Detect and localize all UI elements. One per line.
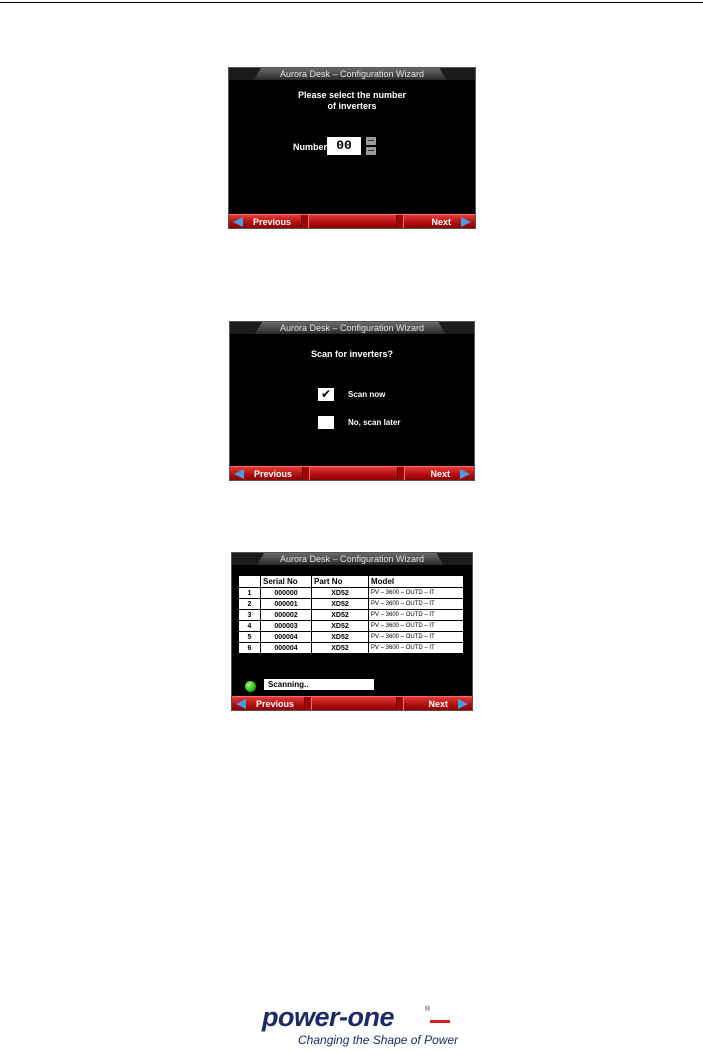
table-row[interactable] bbox=[239, 599, 464, 610]
table-row[interactable] bbox=[239, 643, 464, 654]
cell-index: 6 bbox=[239, 643, 261, 654]
nav-divider bbox=[396, 215, 404, 228]
nav-divider bbox=[304, 697, 312, 710]
window-title-bar: Aurora Desk – Configuration Wizard bbox=[229, 68, 475, 80]
logo-wordmark: power-one bbox=[262, 1002, 395, 1032]
cell-serial: 000003 bbox=[261, 621, 312, 632]
wizard-screen-scan-results bbox=[231, 552, 473, 711]
wizard-screen-scan bbox=[229, 321, 475, 481]
cell-serial: 000000 bbox=[261, 588, 312, 599]
power-one-logo bbox=[262, 1000, 459, 1050]
previous-button[interactable]: Previous bbox=[236, 697, 294, 710]
table-row[interactable] bbox=[239, 621, 464, 632]
table-row[interactable] bbox=[239, 588, 464, 599]
previous-button[interactable]: Previous bbox=[234, 467, 292, 480]
nav-divider bbox=[302, 467, 310, 480]
cell-model: PV – 3600 – OUTD – IT bbox=[369, 599, 464, 610]
cell-part: XD52 bbox=[312, 610, 369, 621]
cell-serial: 000002 bbox=[261, 610, 312, 621]
scan-prompt: Scan for inverters? bbox=[310, 349, 394, 359]
cell-serial: 000004 bbox=[261, 643, 312, 654]
previous-button[interactable]: Previous bbox=[233, 215, 291, 228]
scan-later-label: No, scan later bbox=[348, 418, 401, 427]
next-button[interactable]: Next bbox=[431, 215, 471, 228]
column-header-part: Part No bbox=[312, 576, 369, 588]
wizard-nav-bar bbox=[229, 214, 475, 228]
scan-now-label: Scan now bbox=[348, 390, 386, 399]
cell-model: PV – 3600 – OUTD – IT bbox=[369, 588, 464, 599]
arrow-right-icon bbox=[460, 469, 470, 479]
next-button[interactable]: Next bbox=[428, 697, 468, 710]
cell-part: XD52 bbox=[312, 588, 369, 599]
window-title-bar: Aurora Desk – Configuration Wizard bbox=[230, 322, 474, 334]
cell-part: XD52 bbox=[312, 643, 369, 654]
cell-part: XD52 bbox=[312, 632, 369, 643]
inverter-table bbox=[238, 575, 464, 654]
wizard-nav-bar bbox=[230, 466, 474, 480]
cell-serial: 000004 bbox=[261, 632, 312, 643]
page-header-rule bbox=[0, 2, 703, 3]
cell-model: PV – 3600 – OUTD – IT bbox=[369, 621, 464, 632]
scan-now-checkbox[interactable]: ✔ bbox=[318, 388, 334, 401]
table-row[interactable] bbox=[239, 632, 464, 643]
nav-divider bbox=[397, 467, 405, 480]
wizard-screen-number-of-inverters bbox=[228, 67, 476, 229]
table-row[interactable] bbox=[239, 610, 464, 621]
cell-part: XD52 bbox=[312, 621, 369, 632]
window-title-bar: Aurora Desk – Configuration Wizard bbox=[232, 553, 472, 565]
number-input[interactable]: 00 bbox=[327, 137, 361, 155]
column-header-model: Model bbox=[369, 576, 464, 588]
cell-part: XD52 bbox=[312, 599, 369, 610]
wizard-nav-bar bbox=[232, 696, 472, 710]
nav-divider bbox=[301, 215, 309, 228]
nav-divider bbox=[396, 697, 404, 710]
cell-index: 4 bbox=[239, 621, 261, 632]
arrow-left-icon bbox=[234, 469, 244, 479]
status-indicator-icon bbox=[245, 681, 256, 692]
column-header-index bbox=[239, 576, 261, 588]
cell-model: PV – 3600 – OUTD – IT bbox=[369, 643, 464, 654]
arrow-right-icon bbox=[461, 217, 471, 227]
cell-index: 5 bbox=[239, 632, 261, 643]
number-label: Number bbox=[293, 142, 328, 152]
logo-tagline: Changing the Shape of Power bbox=[298, 1033, 459, 1047]
arrow-left-icon bbox=[236, 699, 246, 709]
status-text: Scanning.. bbox=[264, 679, 374, 690]
number-increment-button[interactable] bbox=[366, 137, 376, 145]
prompt-line-1: Please select the number bbox=[297, 90, 407, 100]
prompt-line-2: of inverters bbox=[327, 101, 377, 111]
cell-model: PV – 3600 – OUTD – IT bbox=[369, 610, 464, 621]
logo-registered-mark: ® bbox=[425, 1006, 431, 1013]
cell-serial: 000001 bbox=[261, 599, 312, 610]
logo-accent-line bbox=[430, 1020, 450, 1023]
table-header-row bbox=[239, 576, 464, 588]
cell-index: 2 bbox=[239, 599, 261, 610]
scan-later-checkbox[interactable] bbox=[318, 416, 334, 429]
number-decrement-button[interactable] bbox=[366, 147, 376, 155]
arrow-left-icon bbox=[233, 217, 243, 227]
arrow-right-icon bbox=[458, 699, 468, 709]
column-header-serial: Serial No bbox=[261, 576, 312, 588]
next-button[interactable]: Next bbox=[430, 467, 470, 480]
cell-index: 1 bbox=[239, 588, 261, 599]
cell-model: PV – 3600 – OUTD – IT bbox=[369, 632, 464, 643]
cell-index: 3 bbox=[239, 610, 261, 621]
